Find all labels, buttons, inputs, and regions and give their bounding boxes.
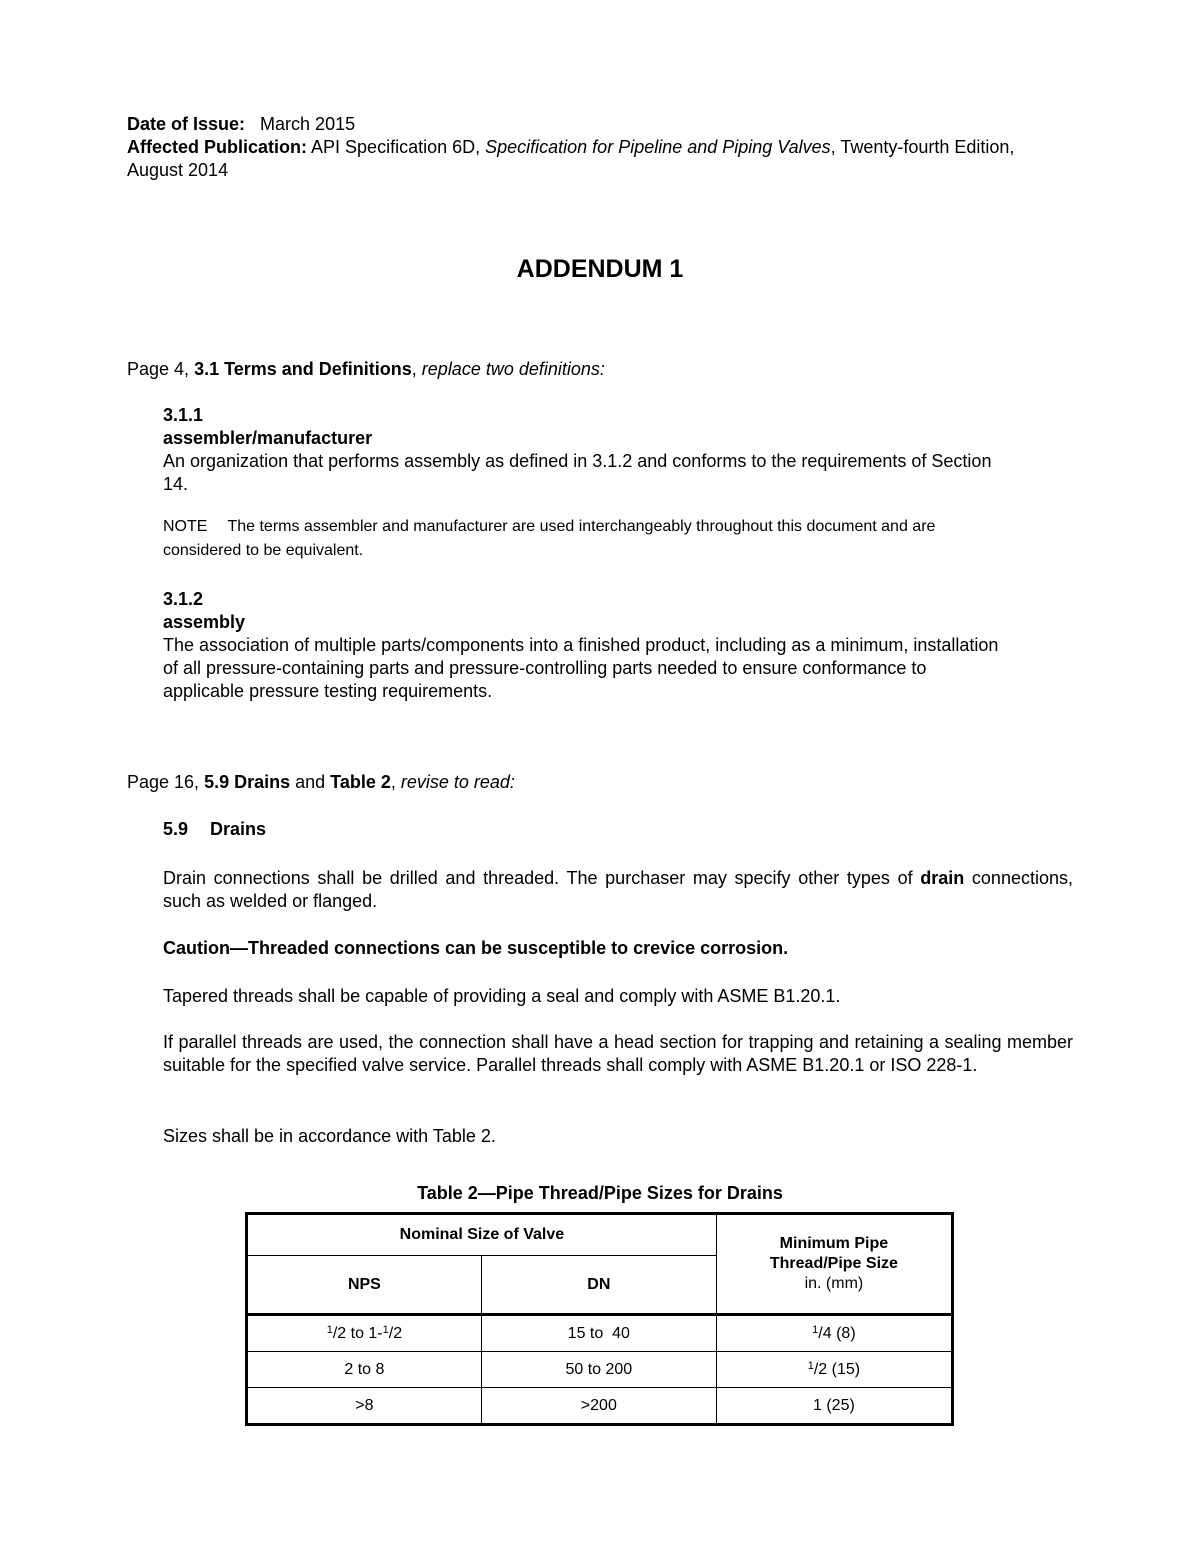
table-row [247, 1352, 953, 1388]
def1-number: 3.1.1 [163, 405, 204, 425]
def1-term: assembler/manufacturer [163, 428, 373, 448]
section2-page-prefix: Page 16, [127, 772, 205, 792]
note-label: NOTE [163, 518, 208, 535]
min-fraction-sup: 1 [812, 1323, 819, 1336]
cell-dn: 15 to 40 [481, 1315, 716, 1352]
definition-3-1-2 [163, 588, 1073, 703]
drains-section-number: 5.9 [163, 819, 189, 839]
table-caption: Table 2—Pipe Thread/Pipe Sizes for Drains [417, 1183, 783, 1203]
cell-nps: >8 [247, 1388, 482, 1425]
section1-page-prefix: Page 4, [127, 359, 195, 379]
drains-section-heading [163, 818, 1073, 841]
drains-paragraph-4: Sizes shall be in accordance with Table 2. [163, 1126, 496, 1146]
min-text: /2 (15) [813, 1360, 861, 1378]
header-min-line1: Minimum Pipe [779, 1235, 889, 1252]
cell-min-size [716, 1315, 952, 1352]
section2-heading1: 5.9 Drains [204, 772, 291, 792]
def2-body-line2: of all pressure-containing parts and pressure-controlling parts needed to ensure conformance to [163, 658, 927, 678]
section1-heading: 3.1 Terms and Definitions [194, 359, 412, 379]
drains-paragraph-1 [163, 867, 1073, 913]
min-text: /4 (8) [818, 1324, 856, 1342]
section2-comma: , [390, 772, 401, 792]
table-row [247, 1388, 953, 1425]
issue-header [127, 113, 1087, 182]
header-nominal-size: Nominal Size of Valve [247, 1214, 717, 1256]
note-text-line2: considered to be equivalent. [163, 542, 364, 559]
publication-prefix: API Specification 6D, [311, 137, 486, 157]
addendum-title: ADDENDUM 1 [516, 255, 684, 283]
publication-date: August 2014 [127, 160, 229, 180]
def2-body-line1: The association of multiple parts/components into a finished product, including as a minimum, installation [163, 635, 999, 655]
def1-note [163, 515, 1073, 563]
def2-term: assembly [163, 612, 246, 632]
nps-fraction-sup-b: 1 [382, 1323, 389, 1336]
def2-body-line3: applicable pressure testing requirements. [163, 681, 493, 701]
nps-text-b: /2 [388, 1324, 403, 1342]
note-text-line1: The terms assembler and manufacturer are used interchangeably throughout this document and are [227, 518, 936, 535]
cell-dn: >200 [481, 1388, 716, 1425]
para1-text-b: connections, such as welded or flanged. [163, 868, 1073, 911]
nps-text-a: /2 to 1- [332, 1324, 383, 1342]
def2-number: 3.1.2 [163, 589, 204, 609]
pipe-thread-table [245, 1212, 954, 1426]
header-minimum-pipe [716, 1214, 952, 1315]
section1-comma: , [411, 359, 422, 379]
section2-instruction: revise to read: [400, 772, 515, 792]
drains-paragraph-3: If parallel threads are used, the connection shall have a head section for trapping and retaining a sealing member suitable for the specified valve service. Parallel threads shall comply with ASME B1.20.1 or ISO 228-1. [163, 1032, 1073, 1075]
cell-min-size [716, 1352, 952, 1388]
para1-text-a: Drain connections shall be drilled and threaded. The purchaser may specify other types of [163, 868, 921, 888]
def1-body-line1: An organization that performs assembly as defined in 3.1.2 and conforms to the requirements of Section [163, 451, 992, 471]
header-nps: NPS [247, 1256, 482, 1315]
section2-reference [127, 771, 1087, 794]
section2-and: and [290, 772, 331, 792]
section1-instruction: replace two definitions: [421, 359, 605, 379]
table-row [247, 1315, 953, 1352]
header-min-line3: in. (mm) [804, 1275, 864, 1292]
publication-title: Specification for Pipeline and Piping Valves [485, 137, 831, 157]
cell-min-size: 1 (25) [716, 1388, 952, 1425]
section2-heading2: Table 2 [330, 772, 391, 792]
section1-reference [127, 358, 1087, 381]
header-dn: DN [481, 1256, 716, 1315]
header-min-line2: Thread/Pipe Size [769, 1255, 898, 1272]
affected-publication-line [127, 136, 1087, 159]
para1-bold-drain: drain [920, 868, 965, 888]
cell-nps [247, 1315, 482, 1352]
drains-paragraph-2: Tapered threads shall be capable of providing a seal and comply with ASME B1.20.1. [163, 986, 841, 1006]
publication-suffix: , Twenty-fourth Edition, [830, 137, 1015, 157]
def1-body-line2: 14. [163, 474, 189, 494]
date-value: March 2015 [260, 114, 356, 134]
min-fraction-sup: 1 [807, 1359, 814, 1372]
table-header-row-1 [247, 1214, 953, 1256]
cell-dn: 50 to 200 [481, 1352, 716, 1388]
cell-nps: 2 to 8 [247, 1352, 482, 1388]
caution-statement: Caution—Threaded connections can be susceptible to crevice corrosion. [163, 938, 789, 958]
date-label: Date of Issue: [127, 114, 246, 134]
note-line1 [163, 515, 1073, 539]
drains-section-title: Drains [210, 819, 267, 839]
publication-label: Affected Publication: [127, 137, 308, 157]
date-of-issue-line [127, 113, 1087, 136]
nps-fraction-sup-a: 1 [326, 1323, 333, 1336]
definition-3-1-1 [163, 404, 1073, 496]
